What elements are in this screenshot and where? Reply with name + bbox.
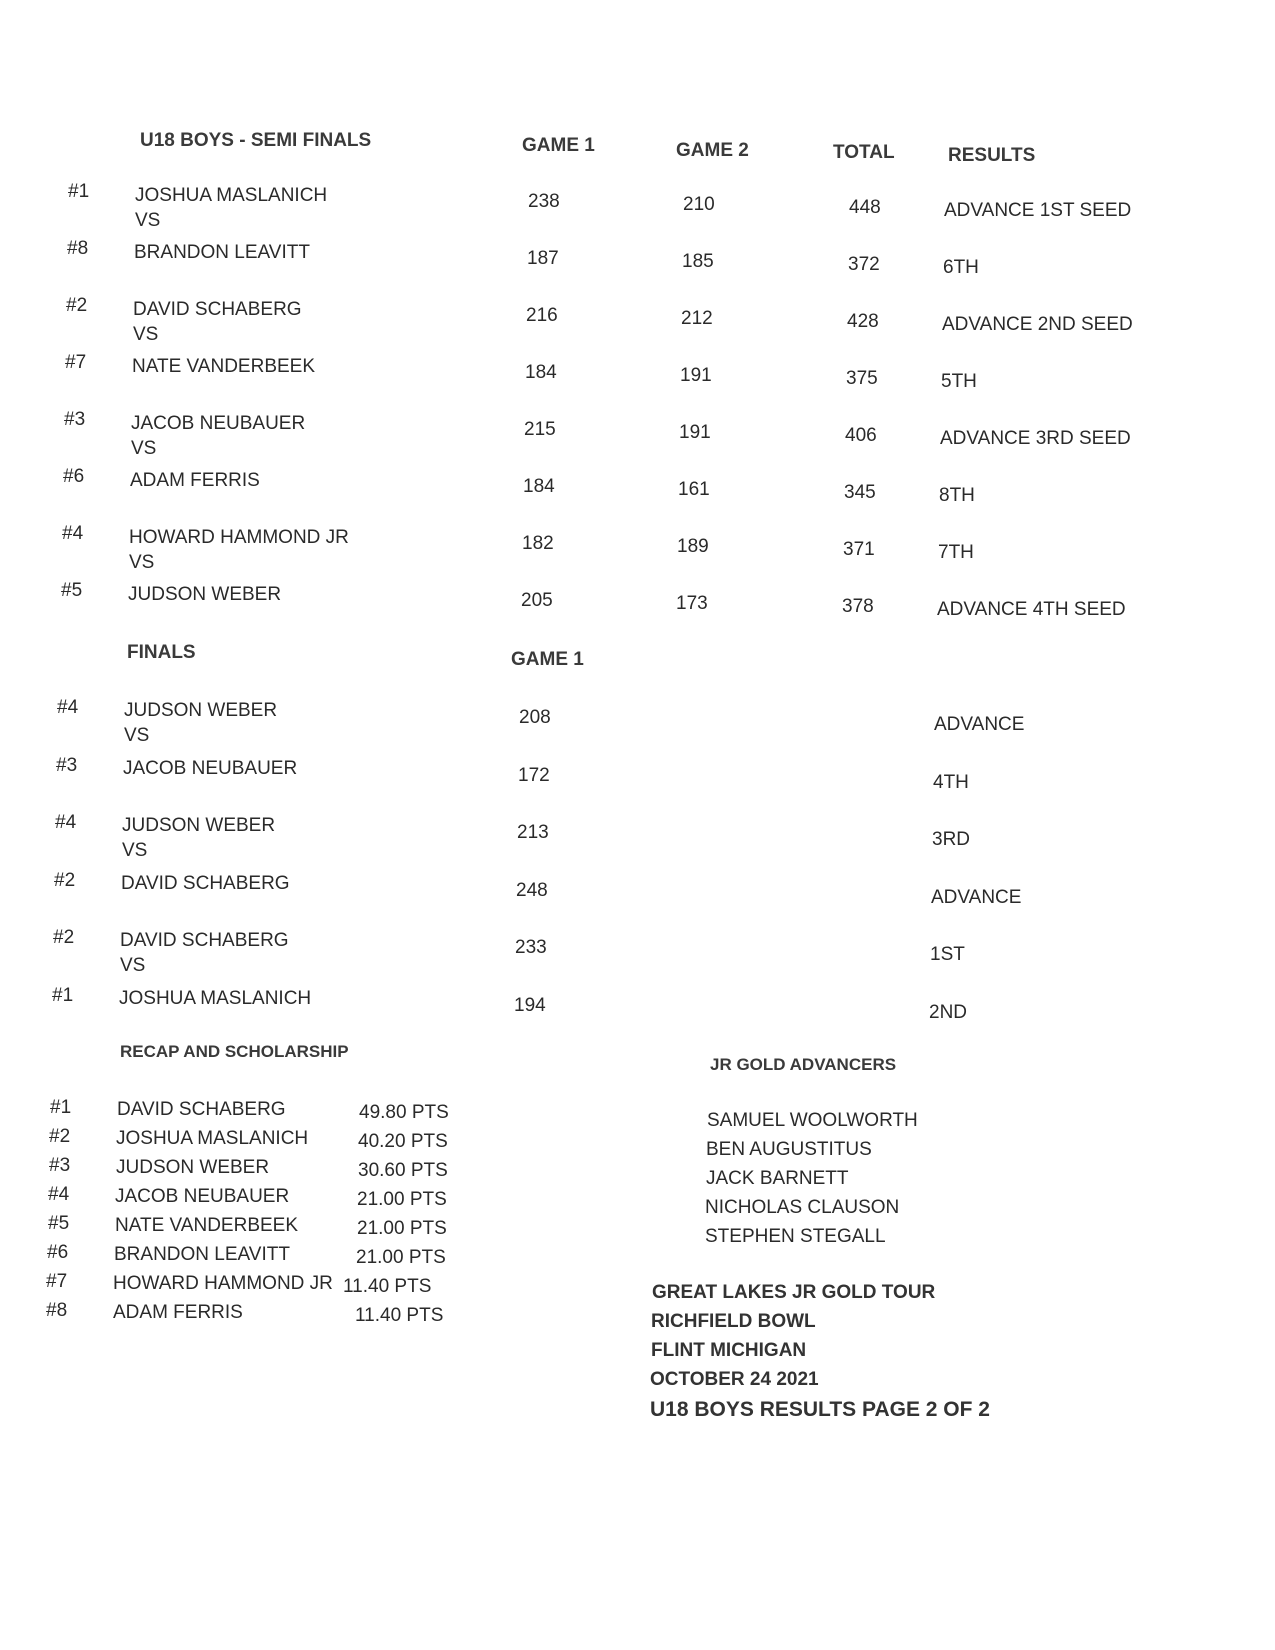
player-name: JACOB NEUBAUER [123,758,298,779]
advancer-name: BEN AUGUSTITUS [706,1139,872,1160]
result-text: 4TH [933,772,969,793]
total-score: 406 [845,425,877,446]
player-name: NATE VANDERBEEK [132,356,316,377]
game1-score: 184 [523,476,555,497]
total-score: 448 [849,197,881,218]
game1-score: 194 [514,995,546,1016]
player-name: HOWARD HAMMOND JR [129,527,349,548]
game2-score: 161 [678,479,710,500]
recap-points: 21.00 PTS [357,1189,447,1210]
vs-label: VS [135,210,161,231]
seed-label: #3 [64,409,86,430]
result-text: ADVANCE [931,887,1022,908]
total-score: 378 [842,596,874,617]
seed-label: #3 [56,755,78,776]
game1-score: 184 [525,362,557,383]
player-name: ADAM FERRIS [130,470,260,491]
advancer-name: STEPHEN STEGALL [705,1226,886,1247]
recap-name: BRANDON LEAVITT [114,1244,290,1265]
vs-label: VS [124,725,150,746]
advancers-title: JR GOLD ADVANCERS [710,1055,897,1074]
seed-label: #1 [52,985,74,1006]
seed-label: #4 [57,697,79,718]
recap-points: 11.40 PTS [343,1276,432,1297]
total-score: 375 [846,368,878,389]
vs-label: VS [131,438,157,459]
game2-score: 191 [680,365,712,386]
recap-rank: #7 [46,1271,68,1292]
total-score: 428 [847,311,879,332]
recap-points: 30.60 PTS [358,1160,448,1181]
recap-name: JUDSON WEBER [116,1157,270,1178]
finals-header-game1: GAME 1 [511,649,584,670]
result-text: ADVANCE 1ST SEED [944,200,1132,221]
vs-label: VS [133,324,159,345]
result-text: 2ND [929,1002,968,1023]
result-text: ADVANCE [934,714,1025,735]
player-name: JOSHUA MASLANICH [135,185,328,206]
game1-score: 187 [527,248,559,269]
result-text: 1ST [930,944,965,965]
game2-score: 189 [677,536,709,557]
recap-rank: #2 [49,1126,71,1147]
seed-label: #4 [55,812,77,833]
total-score: 372 [848,254,880,275]
recap-name: NATE VANDERBEEK [115,1215,299,1236]
player-name: BRANDON LEAVITT [134,242,310,263]
player-name: DAVID SCHABERG [121,873,290,894]
recap-title: RECAP AND SCHOLARSHIP [120,1042,349,1061]
player-name: DAVID SCHABERG [120,930,289,951]
result-text: ADVANCE 3RD SEED [940,428,1131,449]
seed-label: #2 [53,927,75,948]
advancer-name: SAMUEL WOOLWORTH [707,1110,918,1131]
seed-label: #1 [68,181,90,202]
recap-name: DAVID SCHABERG [117,1099,286,1120]
advancer-name: NICHOLAS CLAUSON [705,1197,900,1218]
result-text: ADVANCE 2ND SEED [942,314,1133,335]
semi-header-results: RESULTS [948,145,1036,166]
seed-label: #8 [67,238,89,259]
result-text: 7TH [938,542,974,563]
seed-label: #2 [54,870,76,891]
result-text: 5TH [941,371,977,392]
result-text: 8TH [939,485,975,506]
seed-label: #5 [61,580,83,601]
game1-score: 233 [515,937,547,958]
recap-rank: #1 [50,1097,72,1118]
recap-rank: #4 [48,1184,70,1205]
recap-rank: #3 [49,1155,71,1176]
player-name: DAVID SCHABERG [133,299,302,320]
game1-score: 172 [518,765,550,786]
player-name: JACOB NEUBAUER [131,413,306,434]
semi-header-game2: GAME 2 [676,140,749,161]
footer-line: U18 BOYS RESULTS PAGE 2 OF 2 [650,1398,990,1421]
game2-score: 210 [683,194,715,215]
player-name: JUDSON WEBER [122,815,276,836]
game2-score: 185 [682,251,714,272]
game1-score: 248 [516,880,548,901]
recap-name: ADAM FERRIS [113,1302,243,1323]
total-score: 345 [844,482,876,503]
recap-points: 21.00 PTS [356,1247,446,1268]
semi-header-total: TOTAL [833,142,895,163]
footer-line: GREAT LAKES JR GOLD TOUR [652,1282,936,1303]
game1-score: 216 [526,305,558,326]
footer-line: OCTOBER 24 2021 [650,1369,819,1390]
player-name: JUDSON WEBER [128,584,282,605]
seed-label: #4 [62,523,84,544]
game1-score: 215 [524,419,556,440]
game1-score: 213 [517,822,549,843]
recap-name: JOSHUA MASLANICH [116,1128,309,1149]
semi-finals-title: U18 BOYS - SEMI FINALS [140,130,372,151]
total-score: 371 [843,539,875,560]
vs-label: VS [129,552,155,573]
footer-line: RICHFIELD BOWL [651,1311,816,1332]
result-text: 3RD [932,829,971,850]
recap-name: JACOB NEUBAUER [115,1186,290,1207]
semi-header-game1: GAME 1 [522,135,595,156]
game1-score: 208 [519,707,551,728]
player-name: JOSHUA MASLANICH [119,988,312,1009]
game1-score: 238 [528,191,560,212]
seed-label: #7 [65,352,87,373]
game2-score: 212 [681,308,713,329]
recap-rank: #8 [46,1300,68,1321]
game2-score: 191 [679,422,711,443]
result-text: ADVANCE 4TH SEED [937,599,1126,620]
game1-score: 182 [522,533,554,554]
finals-title: FINALS [127,642,196,663]
player-name: JUDSON WEBER [124,700,278,721]
result-text: 6TH [943,257,979,278]
recap-points: 21.00 PTS [357,1218,447,1239]
recap-rank: #5 [48,1213,70,1234]
seed-label: #2 [66,295,88,316]
recap-name: HOWARD HAMMOND JR [113,1273,333,1294]
recap-points: 49.80 PTS [359,1102,449,1123]
game2-score: 173 [676,593,708,614]
vs-label: VS [122,840,148,861]
recap-points: 40.20 PTS [358,1131,448,1152]
advancer-name: JACK BARNETT [706,1168,849,1189]
vs-label: VS [120,955,146,976]
footer-line: FLINT MICHIGAN [651,1340,807,1361]
game1-score: 205 [521,590,553,611]
recap-points: 11.40 PTS [355,1305,444,1326]
seed-label: #6 [63,466,85,487]
recap-rank: #6 [47,1242,69,1263]
